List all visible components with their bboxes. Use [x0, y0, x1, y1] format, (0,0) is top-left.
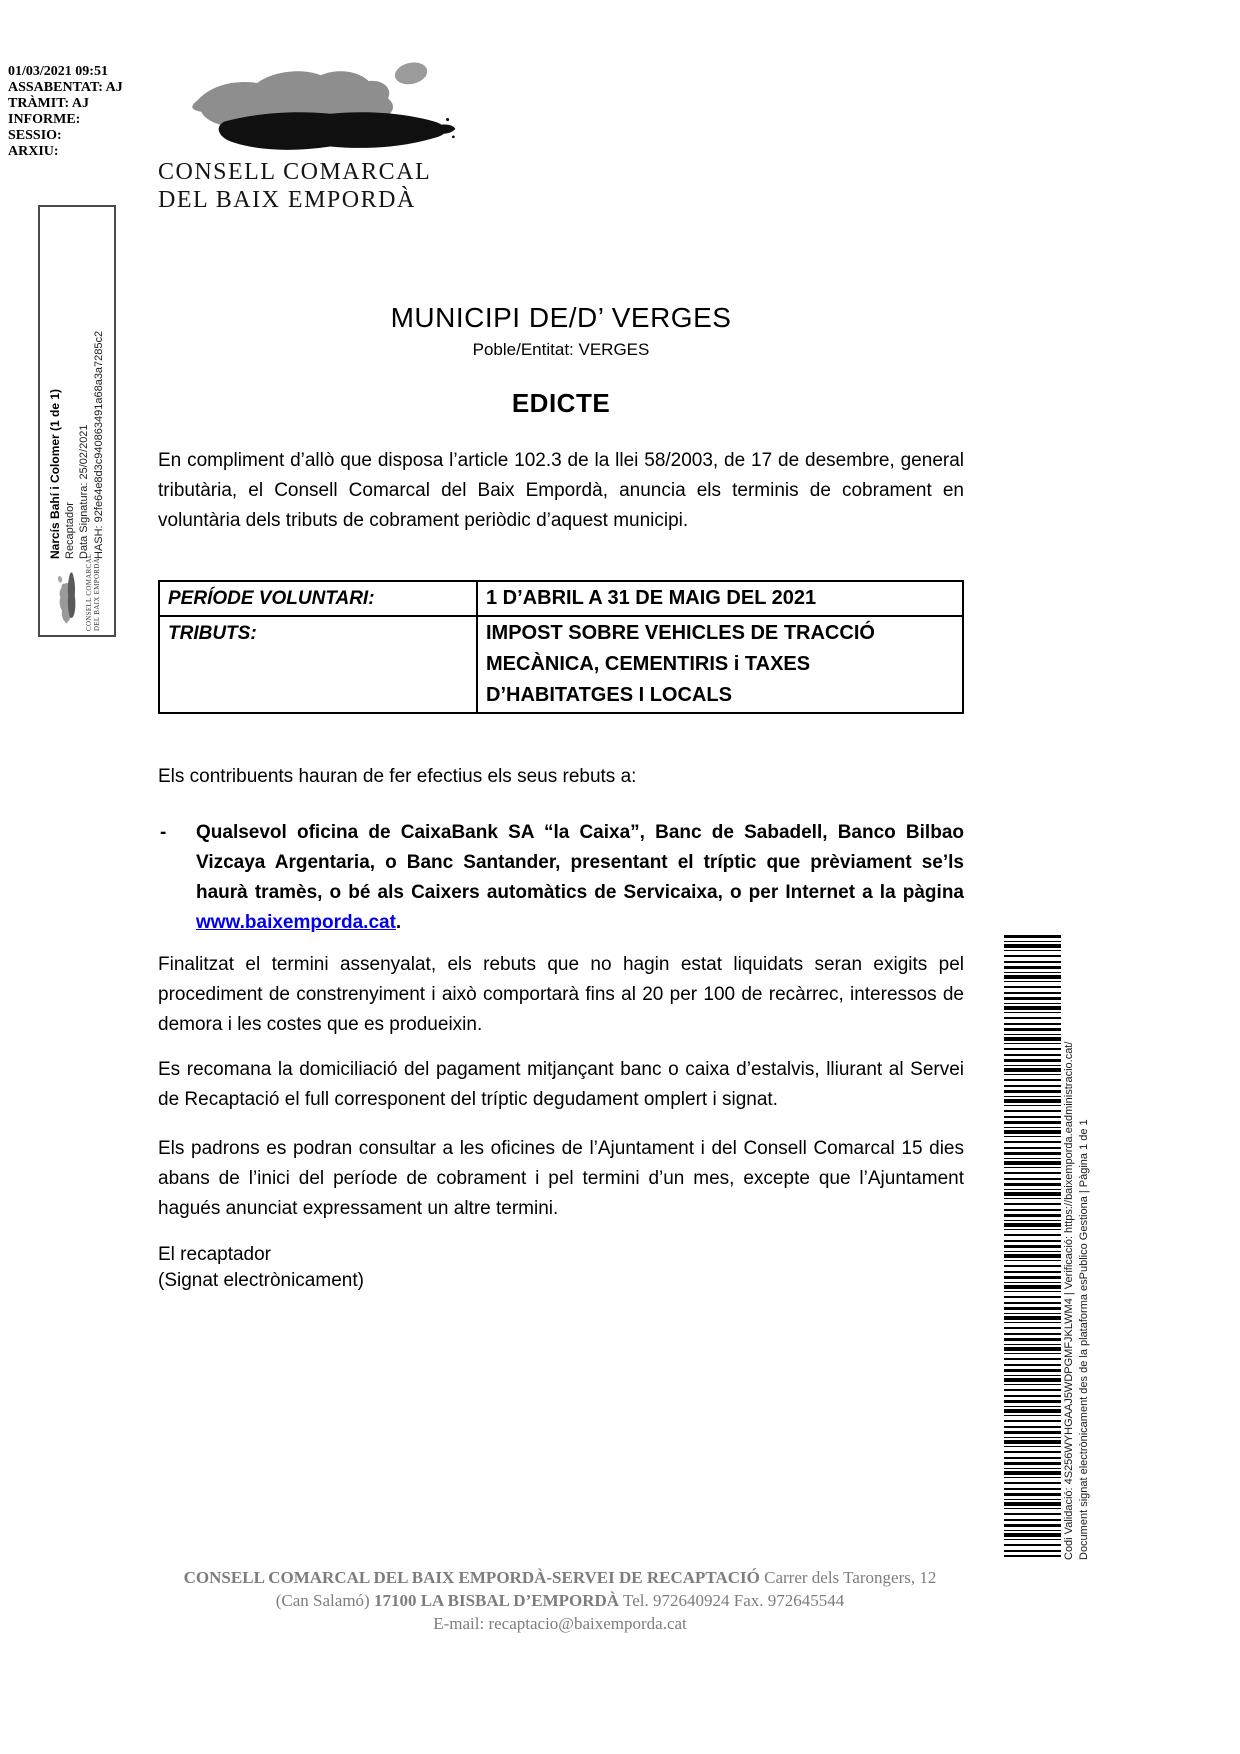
period-value: 1 D’ABRIL A 31 DE MAIG DEL 2021	[477, 581, 963, 616]
period-label: PERÍODE VOLUNTARI:	[159, 581, 477, 616]
padrons-paragraph: Els padrons es podran consultar a les oficines de l’Ajuntament i del Consell Comarcal 15 dies abans de l’inici del període de cobrament i pel termini d’un mes, excepte que l’Ajuntament hagués anunciat expressament un altre termini.	[158, 1138, 964, 1219]
municipality-title: MUNICIPI DE/D’ VERGES	[390, 302, 732, 333]
footer-org-name: CONSELL COMARCAL DEL BAIX EMPORDÀ-SERVEI DE RECAPTACIÓ	[183, 1568, 760, 1587]
validation-code-line: Codi Validació: 4S256WYHGAAJ5WDPGMFJKLWM4 | Verificació: https://baixemporda.eadministracio.cat/	[1063, 1041, 1075, 1560]
signature-date: Data Signatura: 25/02/2021	[78, 424, 90, 559]
signature-stamp-box	[38, 205, 116, 637]
payments-intro: Els contribuents hauran de fer efectius els seus rebuts a:	[158, 766, 637, 787]
signature-mini-logo	[54, 553, 101, 631]
stamp-datetime: 01/03/2021 09:51	[8, 64, 108, 79]
table-row	[159, 616, 963, 713]
edicte-heading: EDICTE	[511, 388, 611, 418]
bullet-text-before-link: Qualsevol oficina de CaixaBank SA “la Caixa”, Banc de Sabadell, Banco Bilbao Vizcaya Argentaria, o Banc Santander, presentant el tríptic que prèviament se’ls haurà tramès, o bé als Caixers automàtics de Servicaixa, o per Internet a la pàgina	[196, 822, 964, 903]
footer-phone-fax: Tel. 972640924 Fax. 972645544	[619, 1591, 845, 1610]
signature-hash: HASH: 92fe64e8d3c940863491a68a3a7285c2	[92, 330, 105, 559]
edict-period-table	[158, 580, 964, 714]
entity-line: Poble/Entitat: VERGES	[472, 340, 650, 359]
domiciliacio-paragraph: Es recomana la domiciliació del pagament mitjançant banc o caixa d’estalvis, lliurant al Servei de Recaptació el full corresponent del tríptic degudament omplert i signat.	[158, 1059, 964, 1110]
footer-email: E-mail: recaptacio@baixemporda.cat	[433, 1614, 687, 1633]
org-logo	[158, 58, 468, 214]
footer-street: Carrer dels Tarongers, 12 (Can Salamó)	[275, 1568, 937, 1610]
signer-role: Recaptador	[63, 502, 76, 559]
org-name-line1: CONSELL COMARCAL	[158, 159, 432, 185]
signature-mini-logo-line1: CONSELL COMARCAL	[84, 553, 93, 631]
tributs-label: TRIBUTS:	[159, 616, 477, 713]
footer-address-line	[170, 1566, 950, 1612]
footer-city: 17100 LA BISBAL D’EMPORDÀ	[373, 1591, 620, 1610]
signer-name: Narcís Bahí i Colomer (1 de 1)	[48, 388, 62, 559]
baixemporda-link[interactable]: www.baixemporda.cat	[196, 912, 396, 933]
org-name-line2: DEL BAIX EMPORDÀ	[158, 187, 416, 213]
bullet-marker: -	[160, 822, 167, 843]
stamp-sessio: SESSIO:	[8, 128, 62, 143]
brushstroke-mini-icon	[54, 570, 80, 628]
validation-text-block	[1062, 938, 1096, 1560]
signature-method-line: (Signat electrònicament)	[158, 1270, 364, 1291]
bullet-text-after-link: .	[395, 912, 402, 933]
table-row	[159, 581, 963, 616]
constrenyiment-paragraph: Finalitzat el termini assenyalat, els rebuts que no hagin estat liquidats seran exigits pel procediment de constrenyiment i això comportarà fins al 20 per 100 de recàrrec, interessos de demora i les costes que es produeixin.	[158, 954, 964, 1035]
admin-stamp-block	[8, 64, 123, 160]
bullet-paragraph	[196, 818, 964, 938]
stamp-arxiu: ARXIU:	[8, 144, 59, 159]
platform-page-line: Document signat electrònicament des de la plataforma esPublico Gestiona | Pàgina 1 de 1	[1078, 1119, 1090, 1560]
stamp-informe: INFORME:	[8, 112, 81, 127]
validation-barcode	[1004, 935, 1061, 1557]
footer-contact-block	[170, 1566, 950, 1635]
signature-mini-logo-line2: DEL BAIX EMPORDÀ	[92, 558, 101, 631]
intro-paragraph: En compliment d’allò que disposa l’article 102.3 de la llei 58/2003, de 17 de desembre, general tributària, el Consell Comarcal del Baix Empordà, anuncia els terminis de cobrament en voluntària dels tributs de cobrament periòdic d’aquest municipi.	[158, 450, 964, 531]
signature-title-line: El recaptador	[158, 1244, 272, 1265]
stamp-tramit: TRÀMIT: AJ	[8, 96, 90, 111]
tributs-value: IMPOST SOBRE VEHICLES DE TRACCIÓ MECÀNICA, CEMENTIRIS i TAXES D’HABITATGES I LOCALS	[477, 616, 963, 713]
brushstroke-logo-icon	[168, 58, 458, 158]
stamp-assabentat: ASSABENTAT: AJ	[8, 80, 123, 95]
